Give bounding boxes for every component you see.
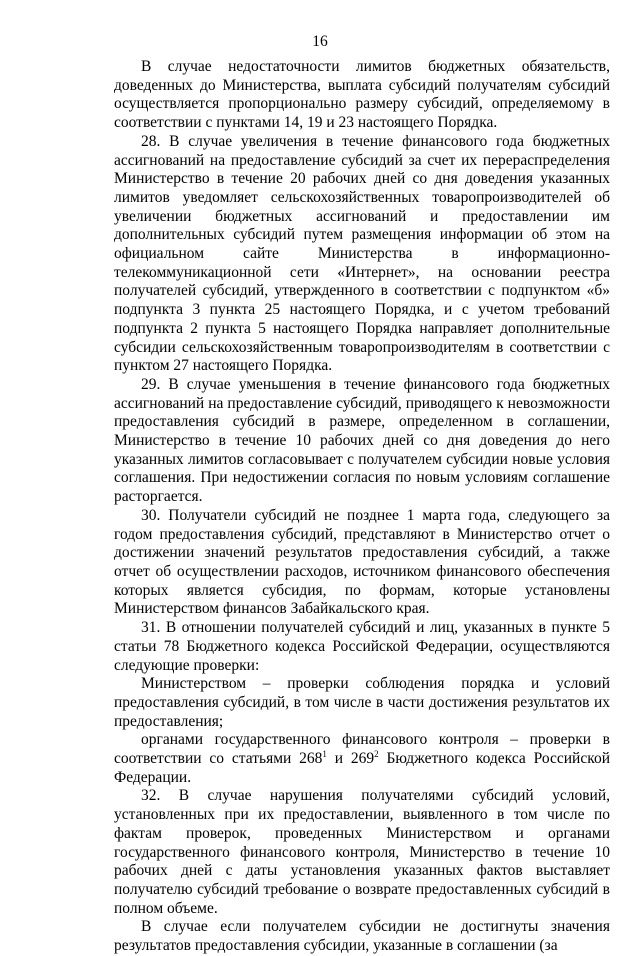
paragraph-results-not-achieved: В случае если получателем субсидии не достигнуты значения результатов предоставления субсидии, указанные в соглашении (за <box>114 918 610 955</box>
paragraph-ministry-checks: Министерством – проверки соблюдения порядка и условий предоставления субсидий, в том числе в части достижения результатов их предоставления; <box>114 675 610 730</box>
paragraph-31: 31. В отношении получателей субсидий и лиц, указанных в пункте 5 статьи 78 Бюджетного кодекса Российской Федерации, осуществляются следующие проверки: <box>114 619 610 674</box>
paragraph-insufficient-limits: В случае недостаточности лимитов бюджетных обязательств, доведенных до Министерства, выплата субсидий получателям субсидий осуществляется пропорционально размеру субсидий, определяемому в соответствии с пунктами 14, 19 и 23 настоящего Порядка. <box>114 58 610 132</box>
paragraph-30: 30. Получатели субсидий не позднее 1 марта года, следующего за годом предоставления субсидий, представляют в Министерство отчет о достижении значений результатов предоставления субсидий, а также отчет об осуществлении расходов, источником финансового обеспечения которых является субсидия, по формам, которые установлены Министерством финансов Забайкальского края. <box>114 506 610 618</box>
paragraph-29: 29. В случае уменьшения в течение финансового года бюджетных ассигнований на предоставление субсидий, приводящего к невозможности предоставления субсидий в размере, определенном в соглашении, Министерство в течение 10 рабочих дней со дня доведения до него указанных лимитов согласовывает с получателем субсидии новые условия соглашения. При недостижении согласия по новым условиям соглашение расторгается. <box>114 375 610 506</box>
paragraph-28: 28. В случае увеличения в течение финансового года бюджетных ассигнований на предоставление субсидий за счет их перераспределения Министерство в течение 20 рабочих дней со дня доведения указанных лимитов уведомляет сельскохозяйственных товаропроизводителей об увеличении бюджетных ассигнований и предоставлении им дополнительных субсидий путем размещения информации об этом на официальном сайте Министерства в информационно-телекоммуникационной сети «Интернет», на основании реестра получателей субсидий, утвержденного в соответствии с подпунктом «б» подпункта 3 пункта 25 настоящего Порядка, и с учетом требований подпункта 2 пункта 5 настоящего Порядка направляет дополнительные субсидии сельскохозяйственным товаропроизводителям в соответствии с пунктом 27 настоящего Порядка. <box>114 132 610 375</box>
paragraph-32: 32. В случае нарушения получателями субсидий условий, установленных при их предоставлении, выявленного в том числе по фактам проверок, проведенных Министерством и органами государственного финансового контроля, Министерство в течение 10 рабочих дней с даты установления указанных фактов выставляет получателю субсидий требование о возврате предоставленных субсидий в полном объеме. <box>114 787 610 917</box>
financial-control-text-middle: и 269 <box>326 750 375 768</box>
page-number: 16 <box>312 33 328 50</box>
financial-control-text-before: органами государственного финансового контроля – проверки в соответствии со статьями 268 <box>114 731 610 768</box>
document-body <box>114 58 610 956</box>
footnote-sup-2: 2 <box>374 749 379 760</box>
paragraph-financial-control-checks <box>114 731 610 787</box>
footnote-sup-1: 1 <box>322 749 327 760</box>
financial-control-text-after: Бюджетного кодекса Российской Федерации. <box>114 750 611 786</box>
